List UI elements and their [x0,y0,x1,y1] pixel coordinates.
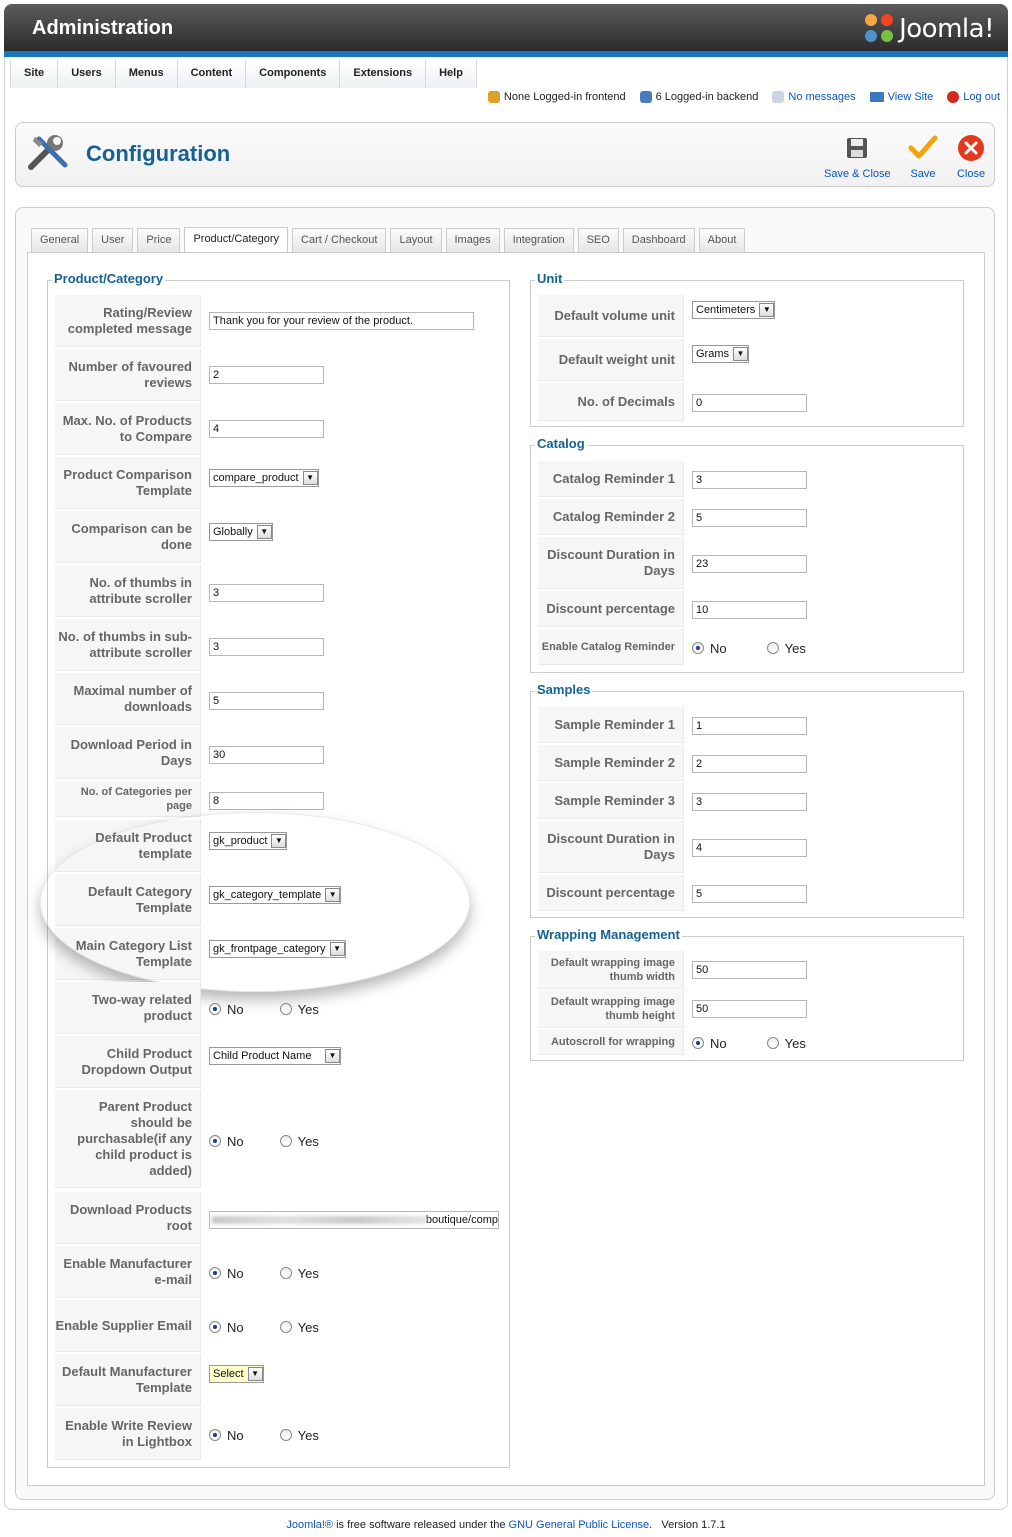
sub-thumbs-label: No. of thumbs in sub-attribute scroller [55,619,201,671]
sample-reminder-1-input[interactable]: 1 [692,717,807,735]
autoscroll-no-radio[interactable] [692,1036,727,1051]
joomla-logo-text: Joomla! [899,14,994,44]
sup-email-yes-radio[interactable] [280,1320,319,1335]
max-compare-input[interactable]: 4 [209,420,324,438]
tab-product-category[interactable]: Product/Category [184,227,288,253]
checkmark-icon [908,133,938,163]
radio-icon [280,1267,292,1279]
radio-selected-icon [209,1267,221,1279]
enable-catalog-label: Enable Catalog Reminder [538,629,684,665]
lightbox-label: Enable Write Review in Lightbox [55,1408,201,1460]
lightbox-no-label: No [227,1427,244,1443]
status-backend [640,91,759,103]
wrap-width-input[interactable]: 50 [692,961,807,979]
license-link[interactable]: GNU General Public License [508,1519,650,1531]
footer [0,1519,1012,1531]
radio-icon [767,642,779,654]
save-close-label: Save & Close [824,168,891,180]
chevron-down-icon: ▼ [303,471,318,485]
wrap-height-input[interactable]: 50 [692,1000,807,1018]
child-dropdown-label: Child Product Dropdown Output [55,1036,201,1088]
catalog-legend: Catalog [537,436,585,451]
decimals-input[interactable]: 0 [692,394,807,412]
header-title: Administration [32,17,174,39]
main-category-value: gk_frontpage_category [213,943,326,955]
main-category-label: Main Category List Template [55,928,201,980]
menu-extensions[interactable]: Extensions [340,60,426,88]
messages-link[interactable] [772,91,855,103]
rating-message-input[interactable]: Thank you for your review of the product. [209,312,474,330]
product-template-select[interactable] [209,832,287,850]
wrap-height-label: Default wrapping image thumb height [538,990,684,1028]
autoscroll-label: Autoscroll for wrapping [538,1029,684,1055]
sample-percentage-input[interactable]: 5 [692,885,807,903]
close-icon [956,133,986,163]
radio-icon [280,1321,292,1333]
logout-link[interactable] [947,91,1000,103]
blurred-path-image [212,1216,426,1224]
catalog-yes-label: Yes [784,640,806,656]
sample-reminder-2-label: Sample Reminder 2 [538,745,684,781]
parent-no-label: No [227,1133,244,1149]
save-button[interactable] [908,133,938,180]
catalog-percentage-label: Discount percentage [538,591,684,627]
power-icon [947,91,959,103]
comparison-done-select[interactable] [209,523,273,541]
catalog-reminder-2-input[interactable]: 5 [692,509,807,527]
max-downloads-input[interactable]: 5 [209,692,324,710]
sup-email-no-label: No [227,1319,244,1335]
max-downloads-label: Maximal number of downloads [55,673,201,725]
status-frontend [488,91,626,103]
footer-version: . Version 1.7.1 [649,1519,726,1531]
config-tabs [31,228,745,254]
two-way-yes-label: Yes [297,1001,319,1017]
joomla-link[interactable]: Joomla!® [286,1519,334,1531]
two-way-no-radio[interactable] [209,1002,244,1017]
view-site-label: View Site [887,91,934,103]
status-bar [488,91,1000,103]
catalog-duration-label: Discount Duration in Days [538,537,684,589]
sample-reminder-3-label: Sample Reminder 3 [538,783,684,819]
sample-reminder-3-input[interactable]: 3 [692,793,807,811]
product-template-value: gk_product [213,835,268,847]
save-label: Save [910,168,936,180]
manufacturer-email-label: Enable Manufacturer e-mail [55,1246,201,1298]
rating-label: Rating/Review completed message [55,295,201,347]
weight-unit-value: Grams [696,348,729,360]
parent-no-radio[interactable] [209,1134,244,1149]
tab-general[interactable]: General [31,228,88,252]
disk-icon [842,133,872,163]
menu-menus[interactable]: Menus [116,60,178,88]
users-icon [640,91,652,103]
category-template-value: gk_category_template [213,889,322,901]
fav-reviews-label: Number of favoured reviews [55,349,201,401]
catalog-duration-input[interactable]: 23 [692,555,807,573]
man-email-yes-radio[interactable] [280,1266,319,1281]
autoscroll-no-label: No [710,1035,727,1051]
download-period-input[interactable]: 30 [209,746,324,764]
chevron-down-icon: ▼ [330,942,345,956]
radio-icon [280,1429,292,1441]
man-email-no-label: No [227,1265,244,1281]
tab-integration[interactable]: Integration [504,228,574,252]
lightbox-no-radio[interactable] [209,1428,244,1443]
joomla-logo[interactable] [865,14,994,44]
unit-legend: Unit [537,271,563,286]
compare-template-label: Product Comparison Template [55,457,201,509]
download-root-input[interactable] [209,1211,499,1229]
toolbar [15,122,995,187]
autoscroll-yes-radio[interactable] [767,1036,806,1051]
tab-layout[interactable]: Layout [390,228,441,252]
radio-selected-icon [692,1037,704,1049]
chevron-down-icon: ▼ [759,303,774,317]
wrap-width-label: Default wrapping image thumb width [538,951,684,989]
sup-email-no-radio[interactable] [209,1320,244,1335]
header-accent-bar [4,51,1008,57]
sub-thumbs-input[interactable]: 3 [209,638,324,656]
weight-unit-select[interactable] [692,345,749,363]
compare-template-value: compare_product [213,472,299,484]
comparison-done-value: Globally [213,526,253,538]
close-button[interactable] [956,133,986,180]
product-category-legend: Product/Category [54,271,164,286]
tab-dashboard[interactable]: Dashboard [623,228,695,252]
volume-unit-value: Centimeters [696,304,756,316]
chevron-down-icon: ▼ [257,525,272,539]
man-email-yes-label: Yes [297,1265,319,1281]
page-title: Configuration [86,141,231,166]
manufacturer-template-select[interactable] [209,1365,264,1383]
view-site-link[interactable] [870,91,934,103]
tab-price[interactable]: Price [137,228,180,252]
menu-site[interactable]: Site [10,60,58,88]
tab-images[interactable]: Images [446,228,500,252]
parent-purchasable-label: Parent Product should be purchasable(if any child product is added) [55,1090,201,1188]
tab-about[interactable]: About [699,228,746,252]
two-way-yes-radio[interactable] [280,1002,319,1017]
max-compare-label: Max. No. of Products to Compare [55,403,201,455]
catalog-no-radio[interactable] [692,641,727,656]
radio-selected-icon [209,1135,221,1147]
tab-user[interactable]: User [92,228,133,252]
catalog-reminder-2-label: Catalog Reminder 2 [538,499,684,535]
wrapping-legend: Wrapping Management [537,927,680,942]
menu-users[interactable]: Users [58,60,116,88]
radio-selected-icon [209,1429,221,1441]
man-email-no-radio[interactable] [209,1266,244,1281]
save-close-button[interactable] [824,133,891,180]
chevron-down-icon: ▼ [325,1049,340,1063]
close-label: Close [956,168,986,180]
status-backend-label: 6 Logged-in backend [655,91,759,103]
download-period-label: Download Period in Days [55,727,201,779]
sample-duration-input[interactable]: 4 [692,839,807,857]
lightbox-yes-label: Yes [297,1427,319,1443]
sup-email-yes-label: Yes [297,1319,319,1335]
users-icon [488,91,500,103]
supplier-email-label: Enable Supplier Email [55,1300,201,1352]
monitor-icon [870,92,884,102]
sample-percentage-label: Discount percentage [538,875,684,911]
two-way-no-label: No [227,1001,244,1017]
main-category-select[interactable] [209,940,346,958]
category-template-select[interactable] [209,886,341,904]
sample-reminder-2-input[interactable]: 2 [692,755,807,773]
catalog-yes-radio[interactable] [767,641,806,656]
fav-reviews-input[interactable]: 2 [209,366,324,384]
catalog-reminder-1-input[interactable]: 3 [692,471,807,489]
chevron-down-icon: ▼ [271,834,286,848]
sample-reminder-1-label: Sample Reminder 1 [538,707,684,743]
volume-unit-select[interactable] [692,301,775,319]
messages-label: No messages [788,91,856,103]
radio-icon [280,1135,292,1147]
download-root-label: Download Products root [55,1192,201,1244]
thumbs-input[interactable]: 3 [209,584,324,602]
chevron-down-icon: ▼ [248,1367,263,1381]
chevron-down-icon: ▼ [733,347,748,361]
menu-help[interactable]: Help [426,60,477,88]
radio-selected-icon [692,642,704,654]
samples-legend: Samples [537,682,591,697]
download-root-value: boutique/comp [425,1214,498,1226]
volume-unit-label: Default volume unit [538,295,684,337]
two-way-label: Two-way related product [55,982,201,1034]
footer-text: is free software released under the [333,1519,509,1531]
manufacturer-template-value: Select [213,1368,244,1380]
child-dropdown-select[interactable] [209,1047,341,1065]
catalog-percentage-input[interactable]: 10 [692,601,807,619]
compare-template-select[interactable] [209,469,319,487]
manufacturer-template-label: Default Manufacturer Template [55,1354,201,1406]
categories-per-page-label: No. of Categories per page [55,781,201,817]
joomla-logo-icon [865,14,895,44]
lightbox-yes-radio[interactable] [280,1428,319,1443]
mail-icon [772,91,784,103]
radio-selected-icon [209,1321,221,1333]
radio-icon [767,1037,779,1049]
header-bar [4,4,1008,51]
category-template-label: Default Category Template [55,874,201,926]
tab-seo[interactable]: SEO [578,228,619,252]
categories-per-page-input[interactable]: 8 [209,792,324,810]
autoscroll-yes-label: Yes [784,1035,806,1051]
chevron-down-icon: ▼ [325,888,340,902]
main-menu [10,60,477,88]
parent-yes-label: Yes [297,1133,319,1149]
comparison-done-label: Comparison can be done [55,511,201,563]
catalog-reminder-1-label: Catalog Reminder 1 [538,461,684,497]
logout-label: Log out [963,91,1000,103]
catalog-no-label: No [710,640,727,656]
sample-duration-label: Discount Duration in Days [538,821,684,873]
status-frontend-label: None Logged-in frontend [503,91,626,103]
radio-selected-icon [209,1003,221,1015]
child-dropdown-value: Child Product Name [213,1050,312,1062]
parent-yes-radio[interactable] [280,1134,319,1149]
weight-unit-label: Default weight unit [538,339,684,381]
tools-icon [25,133,73,173]
thumbs-label: No. of thumbs in attribute scroller [55,565,201,617]
tab-cart-checkout[interactable]: Cart / Checkout [292,228,386,252]
product-template-label: Default Product template [55,820,201,872]
menu-content[interactable]: Content [178,60,247,88]
decimals-label: No. of Decimals [538,383,684,421]
menu-components[interactable]: Components [246,60,340,88]
radio-icon [280,1003,292,1015]
